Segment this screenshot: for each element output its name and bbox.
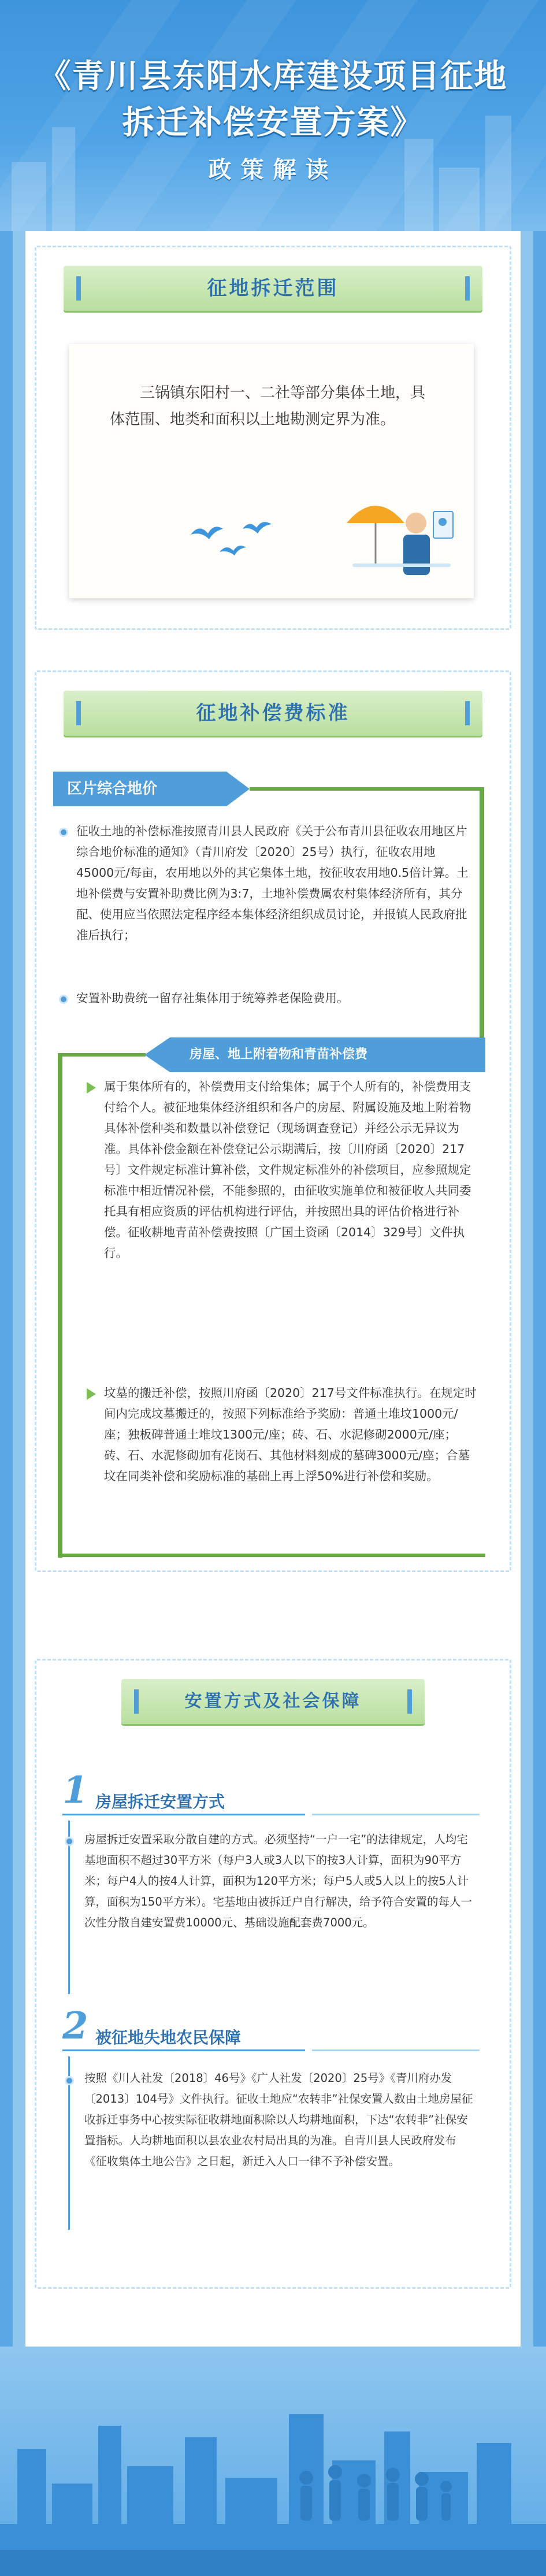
item2-number: 2 (62, 2004, 88, 2048)
land-price-paragraph: 征收土地的补偿标准按照青川县人民政府《关于公布青川县征收农用地区片综合地价标准的通知》（青川府发〔2020〕25号）执行，征收农用地45000元/每亩，农用地以外的其它集体土地，按征收农用地0.5倍计算。土地补偿费与安置补助费比例为3:7，土地补偿费属农村集体经济所有，其分配、使用应当依照法定程序经本集体经济组织成员讨论，并报镇人民政府批准后执行； (76, 824, 469, 942)
scope-card (69, 344, 474, 598)
header-banner (0, 0, 546, 231)
bullet-dot-icon (65, 1837, 74, 1846)
birds-icon (185, 512, 277, 564)
item1-side-line (68, 1821, 70, 1994)
page-title-line1: 《青川县东阳水库建设项目征地 (38, 58, 508, 95)
section1-heading-ribbon (64, 266, 482, 311)
placement-fee-paragraph: 安置补助费统一留存社集体用于统筹养老保险费用。 (76, 991, 349, 1005)
house-compensation-banner (144, 1037, 485, 1072)
connector-line (58, 1053, 146, 1057)
section2-heading: 征地补偿费标准 (196, 702, 350, 725)
arrow-right-icon (226, 772, 250, 806)
section1-heading: 征地拆迁范围 (207, 277, 339, 300)
people-silhouette-icon (289, 2455, 462, 2541)
item1-title: 房屋拆迁安置方式 (95, 1792, 225, 1811)
connector-line (250, 787, 484, 791)
item2-title: 被征地失地农民保障 (95, 2028, 242, 2047)
bullet-dot-icon (59, 828, 68, 837)
skyline-foreground (0, 2550, 546, 2576)
connector-line (58, 1055, 62, 1558)
house-compensation-banner-label: 房屋、地上附着物和青苗补偿费 (170, 1037, 485, 1072)
item1-underline-light (312, 1814, 480, 1815)
arrow-left-icon (144, 1037, 170, 1072)
item2-text: 按照《川人社发〔2018〕46号》《广人社发〔2020〕25号》《青川府办发〔2013〕104号》文件执行。征收土地应“农转非”社保安置人数由土地房屋征收拆迁事务中心按实际征收耕地面积除以人均耕地面积，下达“农转非”社保安置指标。人均耕地面积以县农业农村局出具的为准。自青川县人民政府发布《征收集体土地公告》之日起，新迁入人口一律不予补偿安置。 (84, 2071, 473, 2168)
item1-number: 1 (62, 1769, 88, 1812)
grave-relocation-paragraph: 坟墓的搬迁补偿，按照川府函〔2020〕217号文件标准执行。在规定时间内完成坟墓搬迁的，按照下列标准给予奖励：普通土堆坟1000元/座；独板碑普通土堆坟1300元/座；砖、石、水泥修砌2000元/座；砖、石、水泥修砌加有花岗石、其他材料刻成的墓碑3000元/座；合墓坟在同类补偿和奖励标准的基础上再上浮50%进行补偿和奖励。 (104, 1386, 477, 1483)
bullet-triangle-icon (87, 1388, 96, 1400)
section3-frame (35, 1659, 511, 2289)
item1-underline (62, 1814, 305, 1815)
page-title-line2: 拆迁补偿安置方案》 (122, 104, 424, 142)
connector-line (58, 1554, 485, 1557)
bullet-triangle-icon (87, 1082, 96, 1094)
land-price-banner (53, 772, 250, 806)
item2-underline (62, 2049, 305, 2051)
page-subtitle: 政策解读 (208, 157, 338, 183)
section2-heading-ribbon (64, 691, 482, 736)
bullet-dot-icon (65, 2076, 74, 2085)
land-price-banner-label: 区片综合地价 (53, 772, 226, 806)
bullet-dot-icon (59, 995, 68, 1004)
connector-line (480, 789, 484, 1037)
footer-skyline (0, 2347, 546, 2576)
section3-heading-ribbon (121, 1679, 425, 1724)
section3-heading: 安置方式及社会保障 (184, 1691, 362, 1711)
item1-text: 房屋拆迁安置采取分散自建的方式。必须坚持“一户一宅”的法律规定，人均宅基地面积不超过30平方米（每户3人或3人以下的按3人计算，面积为90平方米；每户4人的按4人计算，面积为120平方米；每户5人或5人以上的按5人计算，面积为150平方米）。宅基地由被拆迁户自行解决，给予符合安置的每人一次性分散自建安置费10000元、基础设施配套费7000元。 (84, 1833, 472, 1929)
item2-underline-light (312, 2049, 480, 2051)
house-compensation-paragraph: 属于集体所有的，补偿费用支付给集体；属于个人所有的，补偿费用支付给个人。被征地集体经济组织和各户的房屋、附属设施及地上附着物具体补偿种类和数量以补偿登记（现场调查登记）并经公示无异议为准。具体补偿金额在补偿登记公示期满后，按〔川府函〔2020〕217号〕文件规定标准计算补偿，文件规定标准外的补偿项目，应参照规定标准中相近情况补偿，不能参照的，由征收实施单位和被征收人共同委托具有相应资质的评估机构进行评估，并按照出具的评估价格进行补偿。征收耕地青苗补偿费按照〔广国土资函〔2014〕329号〕文件执行。 (104, 1080, 471, 1260)
scope-text: 三锅镇东阳村一、二社等部分集体土地，具体范围、地类和面积以土地勘测定界为准。 (110, 384, 426, 428)
umbrella-person-icon (341, 488, 456, 587)
